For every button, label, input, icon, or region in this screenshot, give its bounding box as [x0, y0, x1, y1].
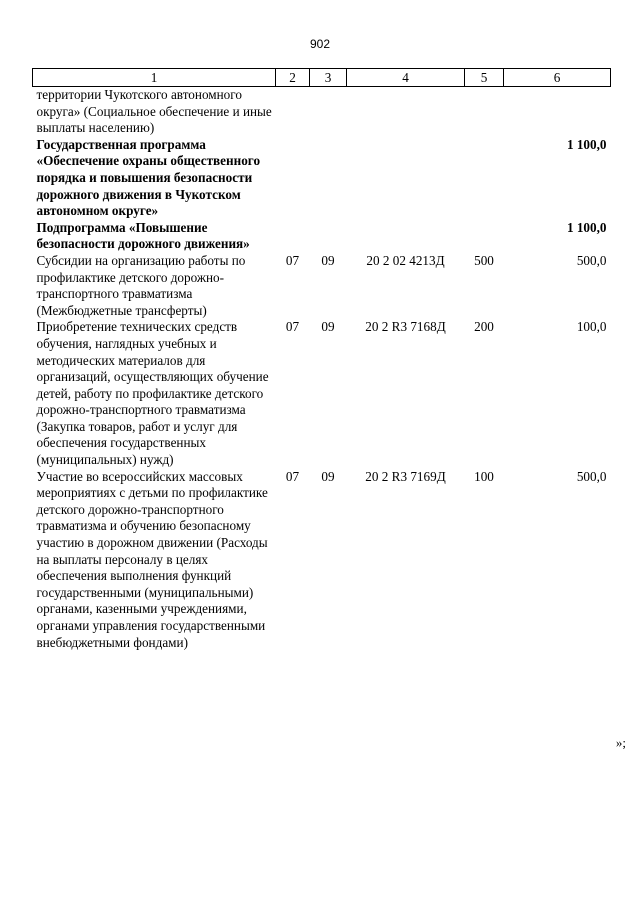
row-expense-type: 200 — [474, 319, 494, 335]
header-col-2: 2 — [276, 69, 310, 87]
row-amount: 1 100,0 — [566, 136, 607, 152]
row-amount: 500,0 — [576, 252, 607, 268]
header-col-4: 4 — [347, 69, 465, 87]
row-name: Подпрограмма «Повышение безопасности дорожного движения» — [36, 219, 250, 252]
row-target-code — [347, 220, 465, 253]
table-row — [33, 220, 611, 253]
table-row — [33, 253, 611, 319]
row-amount — [504, 87, 611, 137]
row-name: Государственная программа «Обеспечение охраны общественного порядка и повышения безопасности дорожного движения в Чукотском автономном округе» — [36, 136, 261, 219]
row-subsection — [310, 220, 347, 253]
row-expense-type: 100 — [474, 468, 494, 484]
row-section: 07 — [285, 468, 300, 484]
table-row — [33, 319, 611, 468]
row-expense-type: 500 — [474, 252, 494, 268]
row-target-code — [347, 137, 465, 220]
row-subsection — [310, 87, 347, 137]
header-row — [33, 69, 611, 87]
row-section: 07 — [285, 252, 300, 268]
row-subsection: 09 — [321, 252, 335, 268]
closing-quote-mark: »; — [615, 735, 626, 750]
row-expense-type — [465, 137, 504, 220]
budget-table — [32, 68, 611, 651]
row-section: 07 — [285, 319, 300, 335]
row-name: Приобретение технических средств обучения, наглядных учебных и методических материалов для организаций, осуществляющих обучение детей, работу по профилактике детского дорожно-транспортного травматизма (Закупка товаров, работ и услуг для обеспечения государственных (муниципальных) нужд) — [36, 319, 269, 468]
row-target-code — [347, 87, 465, 137]
header-col-3: 3 — [310, 69, 347, 87]
row-target-code: 20 2 R3 7169Д — [365, 468, 446, 484]
row-section — [276, 220, 310, 253]
table-row — [33, 87, 611, 137]
row-name: территории Чукотского автономного округа» (Социальное обеспечение и иные выплаты населению) — [36, 87, 272, 136]
row-expense-type — [465, 220, 504, 253]
header-col-1: 1 — [33, 69, 276, 87]
table-row — [33, 137, 611, 220]
row-amount: 100,0 — [576, 319, 607, 335]
page-number: 902 — [309, 37, 331, 51]
header-col-6: 6 — [504, 69, 611, 87]
header-col-5: 5 — [465, 69, 504, 87]
row-section — [276, 137, 310, 220]
row-subsection: 09 — [321, 468, 335, 484]
table-row — [33, 469, 611, 652]
row-amount: 500,0 — [576, 468, 607, 484]
row-section — [276, 87, 310, 137]
row-name: Субсидии на организацию работы по профилактике детского дорожно-транспортного травматизма (Межбюджетные трансферты) — [36, 252, 246, 318]
row-target-code: 20 2 02 4213Д — [366, 252, 445, 268]
row-expense-type — [465, 87, 504, 137]
row-name: Участие во всероссийских массовых мероприятиях с детьми по профилактике детского дорожно-транспортного травматизма и обучению безопасному участию в дорожном движении (Расходы на выплаты персоналу в целях обеспечения выполнения функций государственными (муниципальными) органами, казенными учреждениями, органами управления государственными внебюджетными фондами) — [36, 468, 268, 650]
row-subsection: 09 — [321, 319, 335, 335]
row-target-code: 20 2 R3 7168Д — [365, 319, 446, 335]
row-amount: 1 100,0 — [566, 219, 607, 235]
row-subsection — [310, 137, 347, 220]
